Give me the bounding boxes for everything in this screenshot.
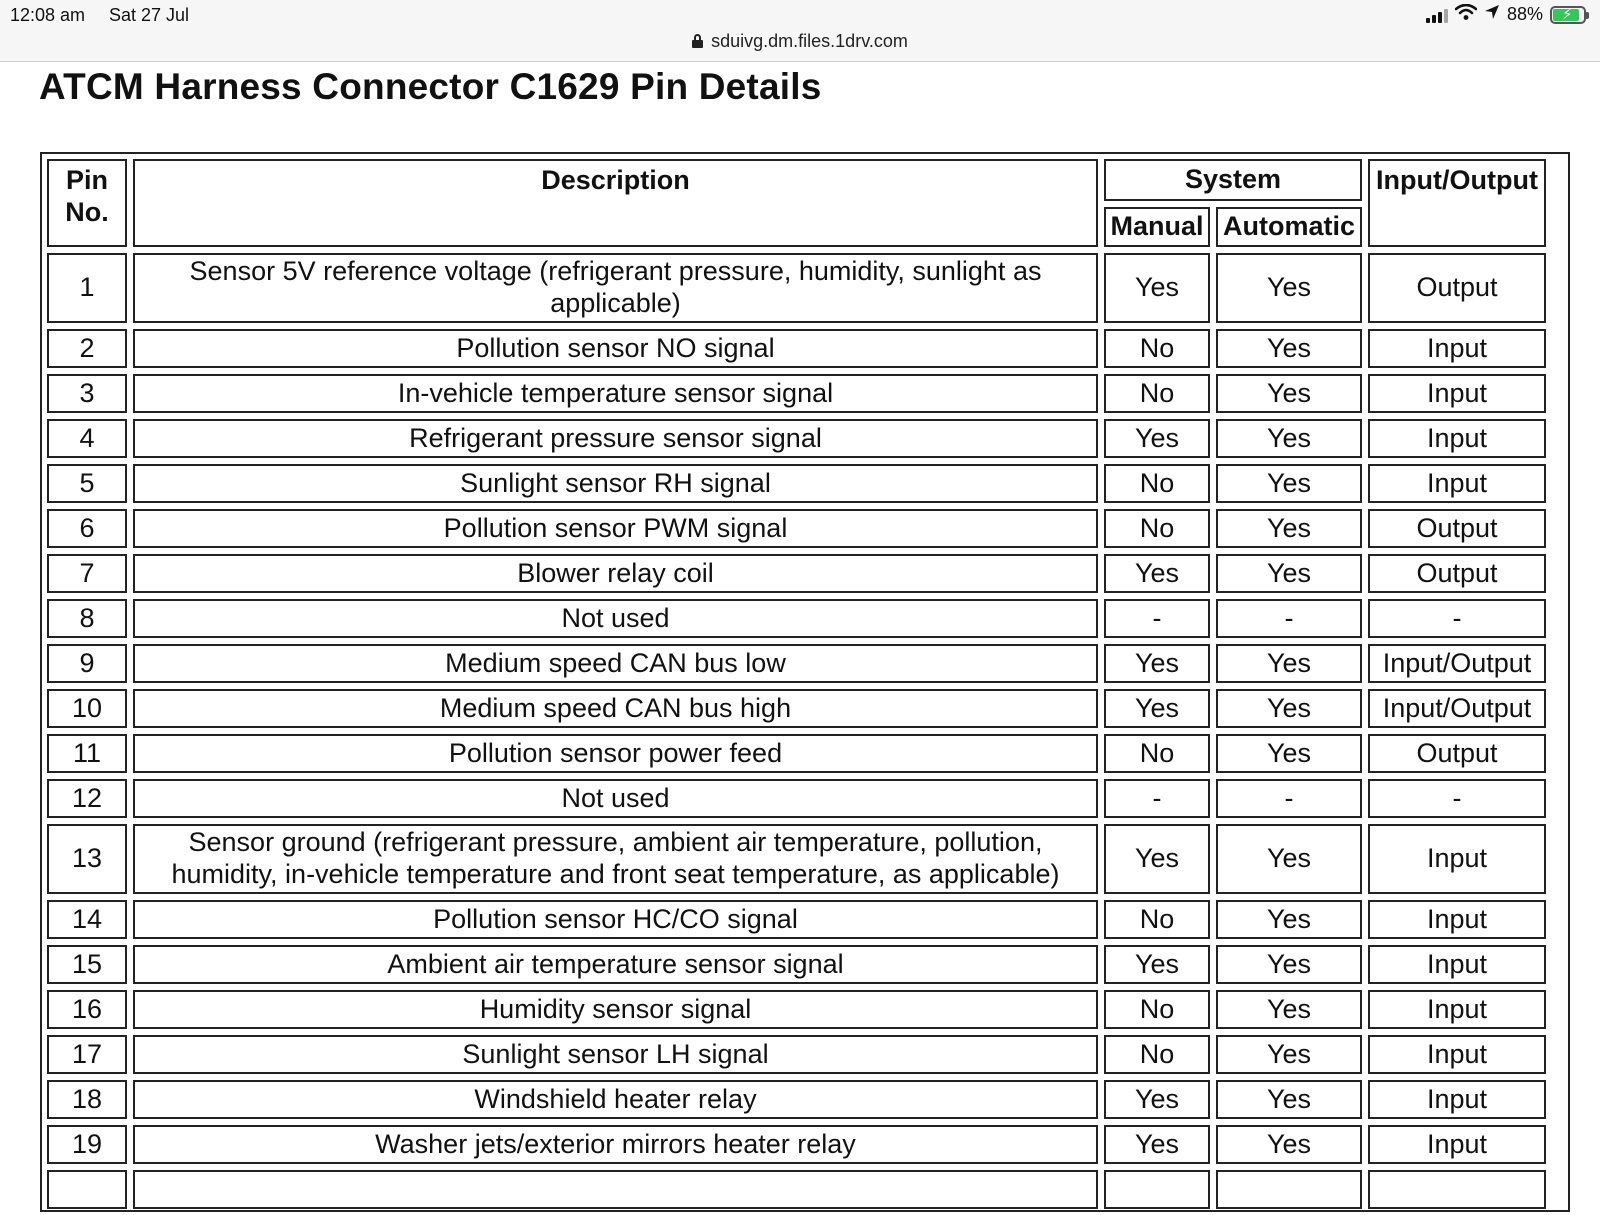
manual-cell: No (1104, 464, 1210, 503)
battery-percent: 88% (1506, 4, 1543, 24)
manual-cell: Yes (1104, 1080, 1210, 1119)
pin-cell: 1 (47, 253, 127, 323)
pin-cell: 15 (47, 945, 127, 984)
io-cell: Input (1368, 945, 1546, 984)
table-row (47, 1125, 1546, 1164)
manual-cell: - (1104, 779, 1210, 818)
io-cell: Input (1368, 1035, 1546, 1074)
description-cell: Sensor ground (refrigerant pressure, ambient air temperature, pollution, humidity, in-vehicle temperature and front seat temperature, as applicable) (133, 824, 1098, 894)
pin-cell: 13 (47, 824, 127, 894)
pin-cell: 8 (47, 599, 127, 638)
manual-cell: No (1104, 734, 1210, 773)
automatic-cell: Yes (1216, 900, 1362, 939)
manual-cell: Yes (1104, 689, 1210, 728)
manual-cell: No (1104, 1035, 1210, 1074)
automatic-cell: - (1216, 779, 1362, 818)
table-row (47, 1080, 1546, 1119)
manual-cell: Yes (1104, 253, 1210, 323)
description-cell: In-vehicle temperature sensor signal (133, 374, 1098, 413)
io-cell: Input/Output (1368, 644, 1546, 683)
manual-cell: No (1104, 374, 1210, 413)
io-cell: Output (1368, 509, 1546, 548)
automatic-cell: Yes (1216, 734, 1362, 773)
automatic-cell: Yes (1216, 374, 1362, 413)
description-cell: Sunlight sensor RH signal (133, 464, 1098, 503)
automatic-cell: Yes (1216, 329, 1362, 368)
pin-cell: 6 (47, 509, 127, 548)
clipped-cell (1104, 1170, 1210, 1209)
manual-cell: Yes (1104, 824, 1210, 894)
pin-table-frame (40, 152, 1570, 1212)
io-cell: Input (1368, 824, 1546, 894)
table-row (47, 734, 1546, 773)
signal-icon (1426, 7, 1448, 23)
pin-cell: 5 (47, 464, 127, 503)
io-cell: Input (1368, 374, 1546, 413)
table-row (47, 1035, 1546, 1074)
io-cell: Input (1368, 329, 1546, 368)
status-time: 12:08 am (10, 5, 86, 25)
pin-cell: 4 (47, 419, 127, 458)
io-cell: Output (1368, 734, 1546, 773)
io-cell: Input (1368, 1080, 1546, 1119)
table-row (47, 689, 1546, 728)
description-cell: Ambient air temperature sensor signal (133, 945, 1098, 984)
table-row (47, 644, 1546, 683)
io-cell: Output (1368, 554, 1546, 593)
table-row (47, 779, 1546, 818)
automatic-cell: Yes (1216, 990, 1362, 1029)
manual-cell: Yes (1104, 419, 1210, 458)
table-row (47, 945, 1546, 984)
pin-cell: 11 (47, 734, 127, 773)
header-manual: Manual (1104, 207, 1210, 247)
manual-cell: Yes (1104, 945, 1210, 984)
description-cell: Pollution sensor power feed (133, 734, 1098, 773)
location-arrow-icon (1484, 4, 1500, 25)
manual-cell: Yes (1104, 1125, 1210, 1164)
clipped-cell (47, 1170, 127, 1209)
header-automatic: Automatic (1216, 207, 1362, 247)
description-cell: Blower relay coil (133, 554, 1098, 593)
table-row (47, 900, 1546, 939)
automatic-cell: Yes (1216, 1125, 1362, 1164)
table-row (47, 599, 1546, 638)
automatic-cell: Yes (1216, 1035, 1362, 1074)
clipped-cell (1368, 1170, 1546, 1209)
io-cell: Input/Output (1368, 689, 1546, 728)
page-title: ATCM Harness Connector C1629 Pin Details (39, 66, 822, 107)
address-bar[interactable] (0, 31, 1600, 52)
clipped-cell (1216, 1170, 1362, 1209)
pin-cell: 19 (47, 1125, 127, 1164)
automatic-cell: Yes (1216, 554, 1362, 593)
description-cell: Sunlight sensor LH signal (133, 1035, 1098, 1074)
io-cell: Input (1368, 419, 1546, 458)
description-cell: Refrigerant pressure sensor signal (133, 419, 1098, 458)
pin-cell: 9 (47, 644, 127, 683)
description-cell: Medium speed CAN bus low (133, 644, 1098, 683)
manual-cell: No (1104, 900, 1210, 939)
description-cell: Sensor 5V reference voltage (refrigerant pressure, humidity, sunlight as applicable) (133, 253, 1098, 323)
description-cell: Washer jets/exterior mirrors heater relay (133, 1125, 1098, 1164)
automatic-cell: Yes (1216, 689, 1362, 728)
description-cell: Pollution sensor PWM signal (133, 509, 1098, 548)
manual-cell: No (1104, 509, 1210, 548)
description-cell: Not used (133, 599, 1098, 638)
url-text: sduivg.dm.files.1drv.com (711, 31, 908, 51)
io-cell: - (1368, 779, 1546, 818)
io-cell: Input (1368, 990, 1546, 1029)
automatic-cell: - (1216, 599, 1362, 638)
io-cell: Input (1368, 900, 1546, 939)
automatic-cell: Yes (1216, 644, 1362, 683)
pin-cell: 2 (47, 329, 127, 368)
table-row (47, 464, 1546, 503)
pin-cell: 17 (47, 1035, 127, 1074)
table-row (47, 253, 1546, 323)
lock-icon (692, 34, 703, 48)
clipped-cell (133, 1170, 1098, 1209)
description-cell: Windshield heater relay (133, 1080, 1098, 1119)
header-input-output: Input/Output (1368, 159, 1546, 247)
automatic-cell: Yes (1216, 253, 1362, 323)
header-description: Description (133, 159, 1098, 247)
table-row (47, 329, 1546, 368)
io-cell: Input (1368, 1125, 1546, 1164)
pin-table (41, 153, 1552, 1215)
table-row (47, 554, 1546, 593)
manual-cell: No (1104, 990, 1210, 1029)
status-indicators (1426, 4, 1586, 25)
wifi-icon (1455, 4, 1477, 25)
automatic-cell: Yes (1216, 464, 1362, 503)
battery-icon: ⚡ (1550, 6, 1586, 24)
table-row-clipped (47, 1170, 1546, 1209)
automatic-cell: Yes (1216, 419, 1362, 458)
io-cell: Output (1368, 253, 1546, 323)
description-cell: Pollution sensor HC/CO signal (133, 900, 1098, 939)
description-cell: Humidity sensor signal (133, 990, 1098, 1029)
header-system: System (1104, 159, 1362, 201)
manual-cell: - (1104, 599, 1210, 638)
table-row (47, 419, 1546, 458)
pin-cell: 7 (47, 554, 127, 593)
description-cell: Pollution sensor NO signal (133, 329, 1098, 368)
table-row (47, 374, 1546, 413)
description-cell: Not used (133, 779, 1098, 818)
automatic-cell: Yes (1216, 824, 1362, 894)
header-pin-no: Pin No. (47, 159, 127, 247)
automatic-cell: Yes (1216, 945, 1362, 984)
table-row (47, 824, 1546, 894)
pin-cell: 10 (47, 689, 127, 728)
table-row (47, 509, 1546, 548)
io-cell: - (1368, 599, 1546, 638)
pin-cell: 18 (47, 1080, 127, 1119)
io-cell: Input (1368, 464, 1546, 503)
pin-cell: 12 (47, 779, 127, 818)
automatic-cell: Yes (1216, 1080, 1362, 1119)
manual-cell: Yes (1104, 554, 1210, 593)
pin-cell: 16 (47, 990, 127, 1029)
pin-cell: 14 (47, 900, 127, 939)
description-cell: Medium speed CAN bus high (133, 689, 1098, 728)
status-bar (0, 0, 1600, 62)
manual-cell: No (1104, 329, 1210, 368)
manual-cell: Yes (1104, 644, 1210, 683)
table-row (47, 990, 1546, 1029)
status-date: Sat 27 Jul (109, 5, 190, 25)
pin-cell: 3 (47, 374, 127, 413)
automatic-cell: Yes (1216, 509, 1362, 548)
